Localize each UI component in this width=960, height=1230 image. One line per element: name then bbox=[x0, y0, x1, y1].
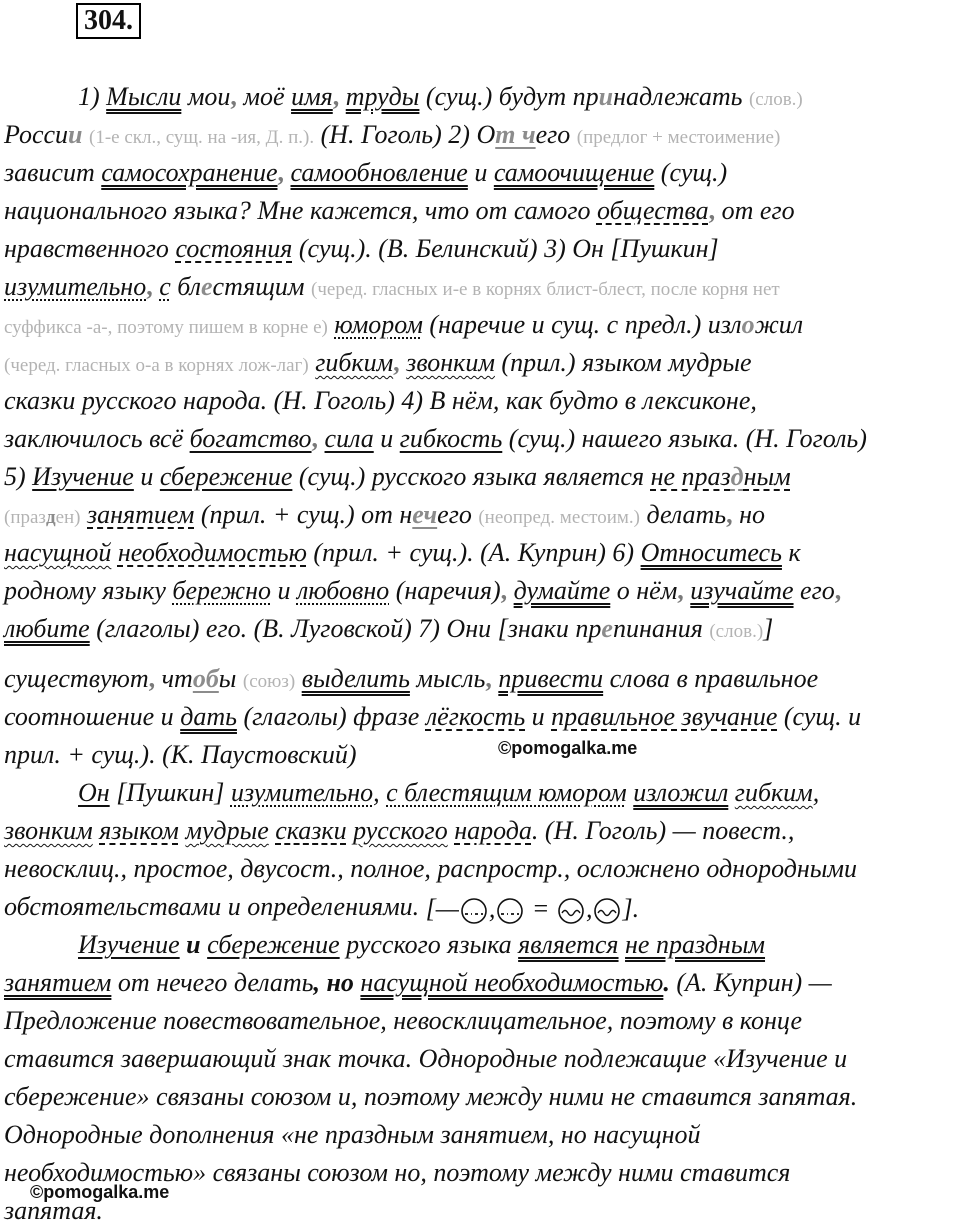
text-segment: , bbox=[708, 196, 716, 225]
text-segment: стящим bbox=[212, 272, 311, 301]
text-segment: но bbox=[732, 500, 766, 529]
text-segment: бережно bbox=[172, 576, 271, 605]
text-segment: русского языка bbox=[339, 930, 519, 959]
text-segment: богатство bbox=[189, 424, 312, 453]
text-segment: слова в правильное bbox=[603, 664, 819, 693]
text-segment: Предложение повествовательное, невосклицательное, поэтому в конце bbox=[4, 1006, 803, 1035]
text-segment: . bbox=[663, 968, 670, 997]
attribute-circle-icon bbox=[592, 896, 622, 926]
text-line bbox=[4, 154, 727, 192]
text-line bbox=[4, 268, 780, 306]
text-segment: (праз bbox=[4, 507, 46, 528]
text-segment: е bbox=[601, 614, 613, 643]
scheme-comma: , bbox=[585, 894, 593, 924]
text-line bbox=[4, 382, 757, 420]
text-segment: пинания bbox=[612, 614, 710, 643]
text-line bbox=[4, 572, 841, 610]
text-segment: чт bbox=[155, 664, 193, 693]
text-segment: Мысли bbox=[106, 82, 182, 111]
text-segment: соотношение и bbox=[4, 702, 181, 731]
text-line bbox=[4, 926, 765, 964]
text-segment: т ч bbox=[495, 120, 536, 149]
text-segment: (наречие и сущ. с предл.) изл bbox=[422, 310, 742, 339]
text-line bbox=[4, 736, 357, 774]
text-segment: е bbox=[201, 272, 213, 301]
text-line bbox=[4, 458, 791, 496]
text-segment: . (Н. Гоголь) — повест., bbox=[531, 816, 795, 845]
text-segment: самоочищение bbox=[493, 158, 655, 187]
text-segment: Изучение bbox=[32, 462, 134, 491]
text-segment: , bbox=[148, 664, 156, 693]
text-segment: д bbox=[730, 462, 744, 491]
text-segment: о нём bbox=[610, 576, 678, 605]
text-segment: жил bbox=[754, 310, 804, 339]
text-segment: национального языка? Мне кажется, что от самого bbox=[4, 196, 597, 225]
text-segment: мудрые bbox=[185, 816, 269, 845]
text-segment: гибкость bbox=[399, 424, 503, 453]
text-segment: еч bbox=[412, 500, 438, 529]
text-line bbox=[4, 1116, 701, 1154]
text-segment: ен) bbox=[55, 507, 81, 528]
text-segment: гибким bbox=[734, 778, 813, 807]
text-segment: думайте bbox=[513, 576, 611, 605]
text-segment: изучайте bbox=[690, 576, 794, 605]
scheme-close: ]. bbox=[622, 894, 640, 924]
exercise-number: 304. bbox=[76, 3, 141, 39]
text-segment: [Пушкин] bbox=[109, 778, 231, 807]
text-segment: и bbox=[598, 82, 614, 111]
sentence-scheme bbox=[426, 890, 639, 928]
text-segment: и bbox=[525, 702, 552, 731]
text-segment: к bbox=[781, 538, 801, 567]
text-segment: языком bbox=[99, 816, 179, 845]
text-segment: нравственного bbox=[4, 234, 176, 263]
text-segment: русского bbox=[353, 816, 448, 845]
text-segment: юмором bbox=[334, 310, 423, 339]
text-segment: сказки bbox=[275, 816, 347, 845]
text-segment: (Н. Гоголь) 2) О bbox=[314, 120, 496, 149]
text-segment: труды bbox=[345, 82, 420, 111]
text-segment: самосохранение bbox=[101, 158, 278, 187]
text-line bbox=[4, 812, 794, 850]
text-segment: ] bbox=[763, 614, 774, 643]
text-segment: , bbox=[311, 424, 319, 453]
text-segment: и bbox=[373, 424, 400, 453]
attribute-circle-icon bbox=[556, 896, 586, 926]
text-segment: бл bbox=[170, 272, 201, 301]
text-segment: Росси bbox=[4, 120, 69, 149]
text-segment: сказки русского народа. (Н. Гоголь) 4) В нём, как будто в лексиконе, bbox=[4, 386, 757, 415]
text-line bbox=[4, 420, 867, 458]
text-segment: родному языку bbox=[4, 576, 173, 605]
text-segment: сбережение» связаны союзом и, поэтому между ними не ставится запятая. bbox=[4, 1082, 858, 1111]
text-line bbox=[4, 774, 819, 812]
text-line bbox=[4, 230, 719, 268]
text-segment: сбережение bbox=[159, 462, 293, 491]
text-segment: дать bbox=[180, 702, 237, 731]
text-segment: суффикса -а-, поэтому пишем в корне е) bbox=[4, 317, 328, 338]
text-segment: состояния bbox=[175, 234, 293, 263]
text-segment: 5) bbox=[4, 462, 33, 491]
text-segment: любовно bbox=[296, 576, 390, 605]
text-segment: общества bbox=[596, 196, 709, 225]
text-segment: невосклиц., простое, двусост., полное, распростр., осложнено однородными bbox=[4, 854, 857, 883]
text-segment: , bbox=[373, 778, 387, 807]
text-segment: и bbox=[270, 576, 297, 605]
text-segment: д bbox=[45, 507, 56, 528]
text-segment: звонким bbox=[406, 348, 495, 377]
text-segment: (глаголы) фразе bbox=[236, 702, 426, 731]
text-segment: и bbox=[186, 930, 201, 959]
text-segment: (сущ.) будут пр bbox=[419, 82, 599, 111]
text-segment: Он bbox=[78, 778, 110, 807]
text-line bbox=[4, 1078, 857, 1116]
text-line bbox=[4, 660, 818, 698]
text-segment: Изучение bbox=[78, 930, 180, 959]
adverbial-circle-icon bbox=[459, 896, 489, 926]
text-segment: , bbox=[277, 158, 284, 187]
text-segment: любите bbox=[4, 614, 90, 643]
text-segment: изумительно bbox=[230, 778, 374, 807]
text-segment: , bbox=[332, 82, 340, 111]
text-line bbox=[4, 534, 801, 572]
adverbial-circle-icon bbox=[495, 896, 525, 926]
text-segment: обстоятельствами и определениями. bbox=[4, 892, 426, 921]
text-segment: правильное звучание bbox=[551, 702, 778, 731]
text-segment: (слов.) bbox=[748, 89, 803, 110]
text-segment: (союз) bbox=[242, 671, 296, 692]
text-segment: от нечего делать bbox=[111, 968, 314, 997]
text-segment: насущной bbox=[4, 538, 112, 567]
text-segment: зависит bbox=[4, 158, 102, 187]
text-segment: самообновление bbox=[290, 158, 468, 187]
text-segment: надлежать bbox=[613, 82, 749, 111]
text-line bbox=[4, 888, 639, 926]
text-segment: , bbox=[500, 576, 508, 605]
scheme-open: [— bbox=[425, 894, 459, 924]
text-segment: мысль bbox=[409, 664, 486, 693]
text-segment: (А. Куприн) — bbox=[669, 968, 832, 997]
text-segment: необходимостью» связаны союзом но, поэтому между ними ставится bbox=[4, 1158, 791, 1187]
text-segment: существуют bbox=[4, 664, 149, 693]
text-segment: запятая. bbox=[4, 1196, 103, 1225]
text-segment: с bbox=[159, 272, 171, 301]
text-segment: , bbox=[393, 348, 400, 377]
text-segment: 1) bbox=[78, 82, 107, 111]
text-segment: (наречия) bbox=[389, 576, 501, 605]
text-segment: (черед. гласных о-а в корнях лож-лаг) bbox=[4, 355, 309, 376]
text-segment: ы bbox=[218, 664, 243, 693]
text-segment: Однородные дополнения «не праздным занятием, но насущной bbox=[4, 1120, 701, 1149]
text-segment: звонким bbox=[4, 816, 93, 845]
text-segment: и bbox=[68, 120, 83, 149]
text-segment: заключилось всё bbox=[4, 424, 190, 453]
text-segment: насущной необходимостью bbox=[360, 968, 664, 997]
text-segment: , bbox=[485, 664, 492, 693]
text-segment: об bbox=[192, 664, 219, 693]
text-segment: изумительно bbox=[4, 272, 147, 301]
text-segment: , bbox=[812, 778, 820, 807]
text-segment: его bbox=[437, 500, 479, 529]
text-segment: , bbox=[726, 500, 733, 529]
text-segment: (глаголы) его. (В. Луговской) 7) Они [знаки пр bbox=[89, 614, 602, 643]
text-segment: прил. + сущ.). (К. Паустовский) bbox=[4, 740, 357, 769]
text-segment: (прил. + сущ.) от н bbox=[194, 500, 413, 529]
text-segment: сила bbox=[324, 424, 374, 453]
text-line bbox=[4, 1002, 802, 1040]
text-segment: и bbox=[133, 462, 160, 491]
text-line bbox=[4, 344, 752, 382]
text-segment: ным bbox=[743, 462, 791, 491]
text-segment: (сущ.). (В. Белинский) 3) Он [Пушкин] bbox=[292, 234, 719, 263]
text-segment: с блестящим юмором bbox=[386, 778, 627, 807]
text-segment: не праздным bbox=[625, 930, 766, 959]
text-segment: необходимостью bbox=[117, 538, 307, 567]
text-segment: , bbox=[677, 576, 684, 605]
text-line bbox=[4, 610, 773, 648]
watermark-middle: ©pomogalka.me bbox=[498, 738, 638, 758]
text-line bbox=[4, 192, 795, 230]
text-segment: (прил. + сущ.). (А. Куприн) 6) bbox=[306, 538, 641, 567]
text-segment: и bbox=[467, 158, 494, 187]
text-segment: не праз bbox=[650, 462, 731, 491]
text-line bbox=[4, 496, 765, 534]
text-segment: лёгкость bbox=[425, 702, 526, 731]
text-segment: ставится завершающий знак точка. Однородные подлежащие «Изучение и bbox=[4, 1044, 848, 1073]
scheme-comma: , bbox=[488, 894, 496, 924]
text-segment: (предлог + местоимение) bbox=[576, 127, 781, 148]
text-segment: его bbox=[535, 120, 577, 149]
text-line bbox=[4, 850, 857, 888]
text-segment: о bbox=[741, 310, 755, 339]
text-segment: его bbox=[793, 576, 835, 605]
text-segment: занятием bbox=[87, 500, 195, 529]
watermark-bottom: ©pomogalka.me bbox=[30, 1182, 170, 1202]
text-segment: является bbox=[518, 930, 619, 959]
text-line bbox=[4, 116, 780, 154]
text-segment: от его bbox=[715, 196, 795, 225]
text-segment: занятием bbox=[4, 968, 112, 997]
text-segment: , bbox=[834, 576, 842, 605]
text-segment: (1-е скл., сущ. на -ия, Д. п.). bbox=[89, 127, 315, 148]
text-line bbox=[4, 78, 803, 116]
text-segment: сбережение bbox=[207, 930, 340, 959]
scheme-equals: = bbox=[531, 894, 550, 924]
text-segment: изложил bbox=[633, 778, 729, 807]
text-segment: моё bbox=[236, 82, 292, 111]
text-segment: выделить bbox=[301, 664, 410, 693]
text-segment: (прил.) языком мудрые bbox=[494, 348, 752, 377]
text-segment: Относитесь bbox=[640, 538, 782, 567]
text-segment: , bbox=[146, 272, 153, 301]
text-segment: (сущ.) нашего языка. (Н. Гоголь) bbox=[502, 424, 867, 453]
text-line bbox=[4, 306, 803, 344]
text-segment: , но bbox=[313, 968, 354, 997]
text-segment: имя bbox=[291, 82, 333, 111]
text-segment: (сущ. и bbox=[777, 702, 862, 731]
text-segment: (сущ.) русского языка является bbox=[292, 462, 651, 491]
text-segment: (слов.) bbox=[709, 621, 764, 642]
text-segment: (неопред. местоим.) bbox=[478, 507, 640, 528]
text-line bbox=[4, 964, 832, 1002]
text-segment: народа bbox=[454, 816, 532, 845]
text-segment: делать bbox=[639, 500, 727, 529]
text-segment: , bbox=[230, 82, 237, 111]
text-segment: гибким bbox=[315, 348, 394, 377]
text-segment: (черед. гласных и-е в корнях блист-блест, после корня нет bbox=[311, 279, 780, 300]
text-line bbox=[4, 1040, 847, 1078]
text-segment: (сущ.) bbox=[654, 158, 728, 187]
text-segment: привести bbox=[498, 664, 604, 693]
text-segment: мои bbox=[181, 82, 231, 111]
text-line bbox=[4, 698, 861, 736]
